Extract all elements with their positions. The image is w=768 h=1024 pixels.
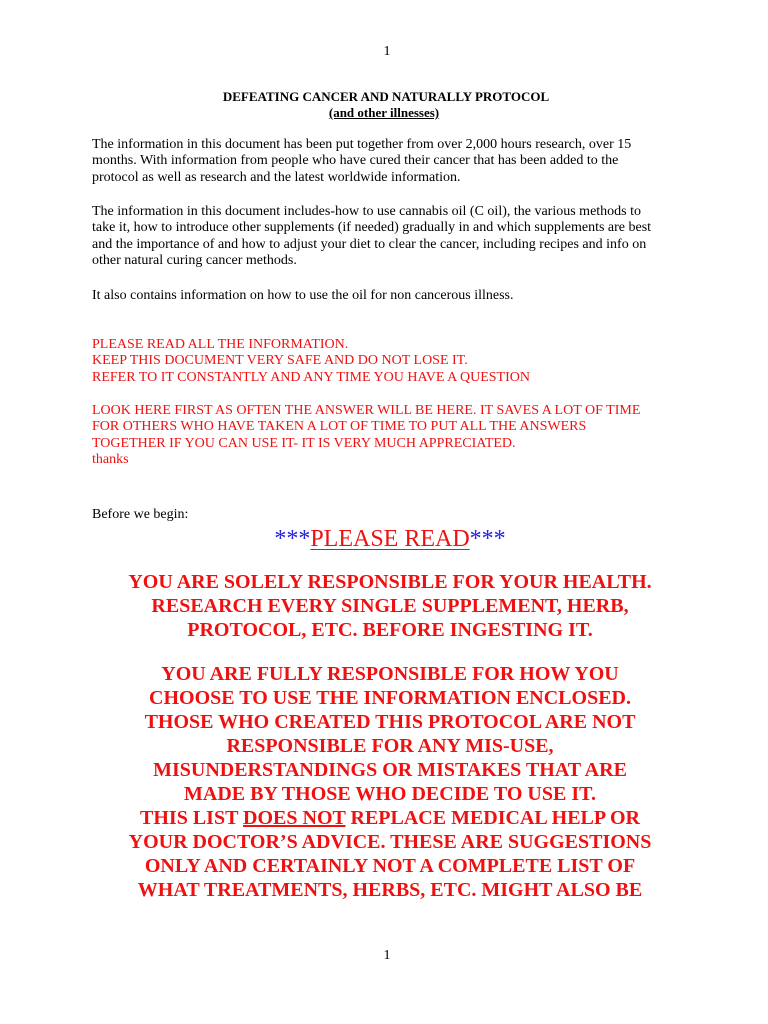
warning-line: YOUR DOCTOR’S ADVICE. THESE ARE SUGGESTIONS bbox=[128, 831, 652, 853]
warning-line: CHOOSE TO USE THE INFORMATION ENCLOSED. bbox=[149, 687, 631, 709]
intro-paragraph-3: It also contains information on how to use the oil for non cancerous illness. bbox=[92, 288, 514, 303]
intro-paragraph-1: The information in this document has been put together from over 2,000 hours research, over 15 months. With information from people who have cured their cancer that has been added to the protocol as well as research and the latest worldwide information. bbox=[92, 137, 632, 185]
warning-line: RESEARCH EVERY SINGLE SUPPLEMENT, HERB, bbox=[151, 595, 629, 617]
title-line-1: DEFEATING CANCER AND NATURALLY PROTOCOL bbox=[222, 89, 550, 104]
warning-line: WHAT TREATMENTS, HERBS, ETC. MIGHT ALSO BE bbox=[137, 879, 643, 901]
warning-line: YOU ARE FULLY RESPONSIBLE FOR HOW YOU bbox=[161, 663, 619, 685]
list-post: REPLACE MEDICAL HELP OR bbox=[345, 807, 640, 829]
warning-block-2 bbox=[60, 662, 720, 902]
notice-block-2 bbox=[92, 403, 662, 468]
notice-line-3: REFER TO IT CONSTANTLY AND ANY TIME YOU HAVE A QUESTION bbox=[92, 369, 530, 385]
notice-thanks: thanks bbox=[92, 451, 129, 467]
warning-line: MISUNDERSTANDINGS OR MISTAKES THAT ARE bbox=[153, 759, 627, 781]
please-read-heading bbox=[0, 524, 768, 554]
warning-block-1 bbox=[60, 570, 720, 642]
list-pre: THIS LIST bbox=[140, 807, 244, 829]
before-we-begin: Before we begin: bbox=[92, 507, 189, 522]
intro-paragraph-2: The information in this document includes-how to use cannabis oil (C oil), the various methods to take it, how to introduce other supplements (if needed) gradually in and which supplements are best and the importance of and how to adjust your diet to clear the cancer, including recipes and info on other natural curing cancer methods. bbox=[92, 204, 652, 268]
notice-line-2: KEEP THIS DOCUMENT VERY SAFE AND DO NOT LOSE IT. bbox=[92, 353, 468, 369]
title-subtitle: (and other illnesses) bbox=[328, 105, 440, 120]
page-number-bottom: 1 bbox=[383, 948, 391, 963]
page-number-top: 1 bbox=[383, 44, 391, 59]
warning-line: THOSE WHO CREATED THIS PROTOCOL ARE NOT bbox=[144, 711, 636, 733]
notice-block-1 bbox=[92, 337, 662, 386]
warning-line: YOU ARE SOLELY RESPONSIBLE FOR YOUR HEALTH. bbox=[128, 571, 652, 593]
warning-line: PROTOCOL, ETC. BEFORE INGESTING IT. bbox=[187, 619, 593, 641]
does-not-emphasis: DOES NOT bbox=[243, 807, 346, 829]
document-title bbox=[0, 89, 768, 121]
stars-left: *** bbox=[274, 526, 311, 552]
stars-right: *** bbox=[469, 526, 506, 552]
please-read-text: PLEASE READ bbox=[310, 526, 470, 552]
warning-line: RESPONSIBLE FOR ANY MIS-USE, bbox=[226, 735, 554, 757]
warning-line: MADE BY THOSE WHO DECIDE TO USE IT. bbox=[184, 783, 596, 805]
notice-paragraph-2: LOOK HERE FIRST AS OFTEN THE ANSWER WILL BE HERE. IT SAVES A LOT OF TIME FOR OTHERS WHO HAVE TAKEN A LOT OF TIME TO PUT ALL THE ANSWERS TOGETHER IF YOU CAN USE IT- IT IS VERY MUCH APPRECIATED. bbox=[92, 403, 641, 451]
warning-line-list bbox=[60, 806, 720, 830]
warning-line: ONLY AND CERTAINLY NOT A COMPLETE LIST OF bbox=[144, 855, 636, 877]
notice-line-1: PLEASE READ ALL THE INFORMATION. bbox=[92, 337, 349, 352]
